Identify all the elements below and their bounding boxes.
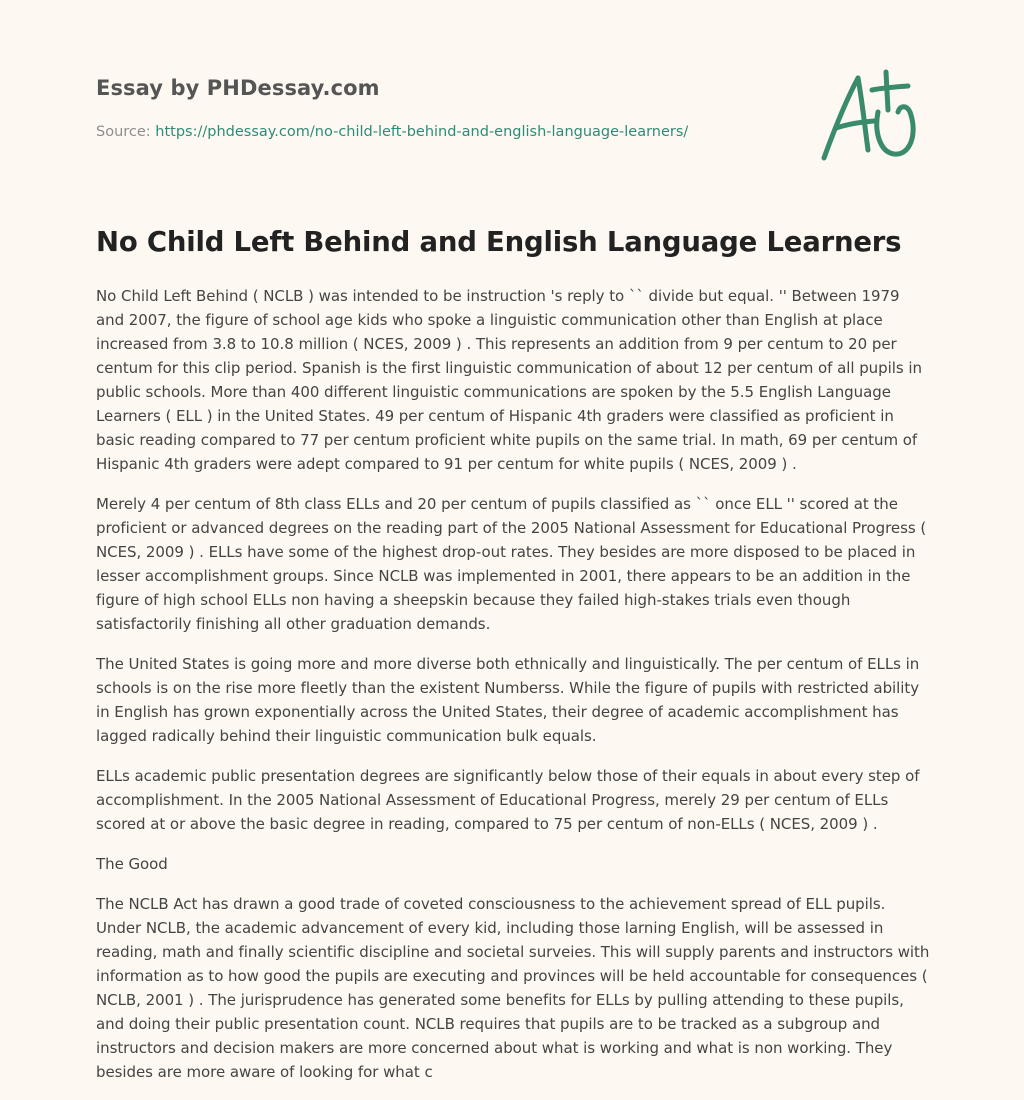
paragraph: Merely 4 per centum of 8th class ELLs and 20 per centum of pupils classified as `` once ELL '' scored at the proficient or advanced degrees on the reading part of the 2005 National Assessment for Educational Progress ( NCES, 2009 ) . ELLs have some of the highest drop-out rates. They besides are more disposed to be placed in lesser accomplishment groups. Since NCLB was implemented in 2001, there appears to be an addition in the figure of high school ELLs non having a sheepskin because they failed high-stakes trials even though satisfactorily finishing all other graduation demands. [96,495,927,633]
section-heading: The Good [96,855,168,873]
paragraph: The NCLB Act has drawn a good trade of coveted consciousness to the achievement spread of ELL pupils. Under NCLB, the academic advancement of every kid, including those larning English, will be assessed in reading, math and finally scientific discipline and societal surveies. This will supply parents and instructors with information as to how good the pupils are executing and provinces will be held accountable for consequences ( NCLB, 2001 ) . The jurisprudence has generated some benefits for ELLs by pulling attending to these pupils, and doing their public presentation count. NCLB requires that pupils are to be tracked as a subgroup and instructors and decision makers are more concerned about what is working and what is non working. They besides are more aware of looking for what c [96,895,930,1081]
source-label: Source: [96,124,156,140]
essay-header [96,0,928,200]
source-line [96,124,688,140]
paragraph: The United States is going more and more diverse both ethnically and linguistically. The per centum of ELLs in schools is on the rise more fleetly than the existent Numberss. While the figure of pupils with restricted ability in English has grown exponentially across the United States, their degree of academic accomplishment has lagged radically behind their linguistic communication bulk equals. [96,655,920,745]
paragraph: ELLs academic public presentation degrees are significantly below those of their equals in about every step of accomplishment. In the 2005 National Assessment of Educational Progress, merely 29 per centum of ELLs scored at or above the basic degree in reading, compared to 75 per centum of non-ELLs ( NCES, 2009 ) . [96,767,920,833]
paragraph: No Child Left Behind ( NCLB ) was intended to be instruction 's reply to `` divide but equal. '' Between 1979 and 2007, the figure of school age kids who spoke a linguistic communication other than English at place increased from 3.8 to 10.8 million ( NCES, 2009 ) . This represents an addition from 9 per centum to 20 per centum for this clip period. Spanish is the first linguistic communication of about 12 per centum of all pupils in public schools. More than 400 different linguistic communications are spoken by the 5.5 English Language Learners ( ELL ) in the United States. 49 per centum of Hispanic 4th graders were classified as proficient in basic reading compared to 77 per centum proficient white pupils on the same trial. In math, 69 per centum of Hispanic 4th graders were adept compared to 91 per centum for white pupils ( NCES, 2009 ) . [96,287,922,473]
essay-body [96,284,932,1100]
site-name: Essay by PHDessay.com [96,76,380,100]
a-plus-logo-icon [818,66,928,166]
essay-title: No Child Left Behind and English Language Learners [96,226,902,258]
source-link[interactable]: https://phdessay.com/no-child-left-behind-and-english-language-learners/ [155,124,689,140]
